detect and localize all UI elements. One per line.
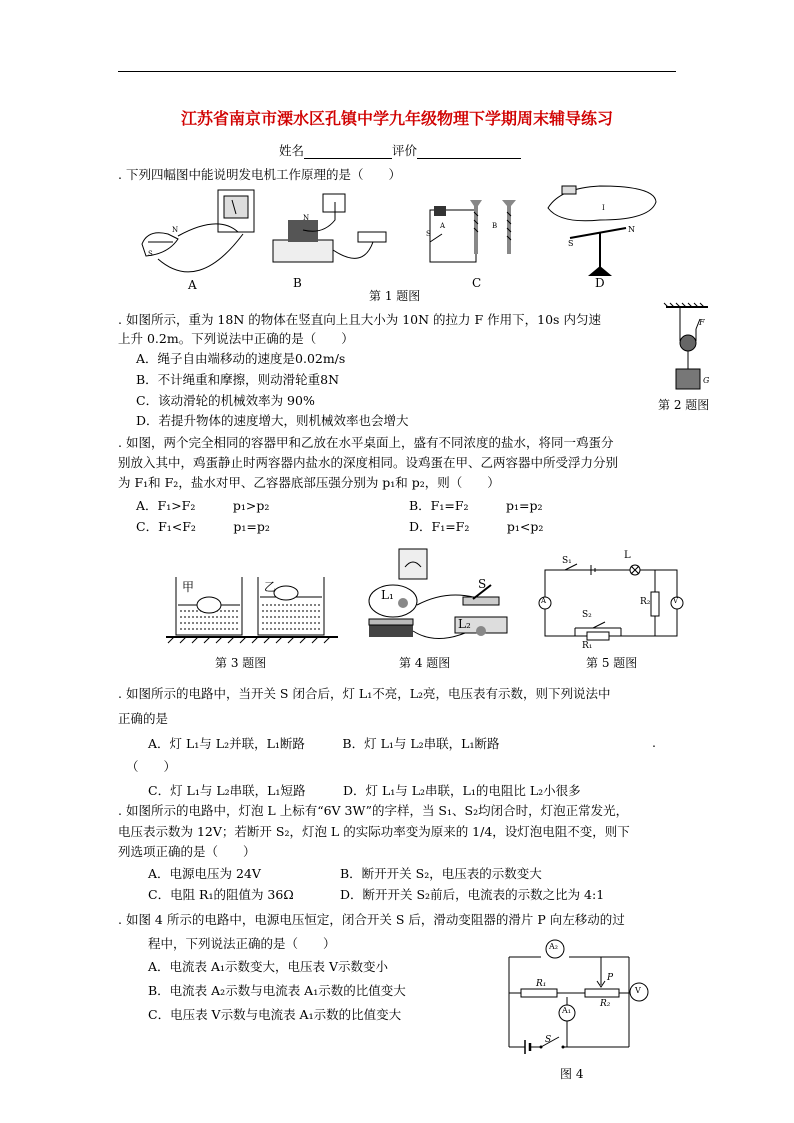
q5-stem-line1: . 如图所示的电路中，灯泡 L 上标有“6V 3W”的字样，当 S₁、S₂均闭合时，灯泡正常发光， <box>118 803 629 818</box>
fig5-label-s2: S₂ <box>582 610 592 620</box>
fig5-label-r2: R₂ <box>640 597 651 607</box>
fig4-label-s: S <box>478 577 487 591</box>
svg-text:A: A <box>440 222 446 230</box>
q1-label-c: C <box>472 276 482 290</box>
q2-option-a: A．绳子自由端移动的速度是0.02m/s <box>136 351 346 366</box>
q6-label-a2: A₂ <box>549 942 558 951</box>
q3-option-b: B．F₁=F₂ p₁=p₂ <box>409 498 543 513</box>
page-title: 江苏省南京市溧水区孔镇中学九年级物理下学期周末辅导练习 <box>180 109 613 128</box>
q1-stem: . 下列四幅图中能说明发电机工作原理的是（ ） <box>118 167 401 182</box>
q2-option-d: D．若提升物体的速度增大，则机械效率也会增大 <box>136 413 409 428</box>
q3-stem-line3: 为 F₁和 F₂，盐水对甲、乙容器底部压强分别为 p₁和 p₂，则（ ） <box>118 475 500 490</box>
q3-option-c: C．F₁<F₂ p₁=p₂ <box>136 519 270 534</box>
q1-label-b: B <box>293 276 302 290</box>
q3-stem-line2: 别放入其中，鸡蛋静止时两容器内盐水的深度相同。设鸡蛋在甲、乙两容器中所受浮力分别 <box>118 455 619 470</box>
eval-blank[interactable] <box>417 144 521 159</box>
fig5-ammeter-label: A <box>541 597 547 605</box>
q6-label-r1: R₁ <box>536 979 547 989</box>
fig4-label-l1: L₁ <box>381 588 394 602</box>
svg-text:S: S <box>568 239 574 248</box>
fig5-label-l: L <box>624 550 631 561</box>
svg-text:S: S <box>148 250 153 258</box>
q2-stem-line1: . 如图所示，重为 18N 的物体在竖直向上且大小为 10N 的拉力 F 作用下，10s 内匀速 <box>118 312 601 327</box>
q1-figure-b <box>263 190 393 280</box>
q6-label-r2: R₂ <box>600 999 611 1009</box>
fig5-voltmeter-label: V <box>673 597 679 605</box>
q3-option-a: A．F₁>F₂ p₁>p₂ <box>136 498 270 513</box>
q6-caption: 图 4 <box>560 1067 584 1081</box>
q5-circuit-figure <box>535 560 685 642</box>
q5-option-a: A．电源电压为 24V <box>148 866 261 881</box>
q2-force-label: F <box>699 318 705 327</box>
q5-option-b: B．断开开关 S₂，电压表的示数变大 <box>340 866 542 881</box>
fig5-label-r1: R₁ <box>582 641 593 651</box>
q6-option-c: C．电压表 V示数与电流表 A₁示数的比值变大 <box>148 1007 402 1022</box>
q5-stem-line2: 电压表示数为 12V；若断开 S₂，灯泡 L 的实际功率变为原来的 1/4，设灯泡电阻不变，则下 <box>118 824 630 839</box>
q2-option-c: C．该动滑轮的机械效率为 90% <box>136 393 315 408</box>
q1-figure-a <box>138 184 258 284</box>
q2-stem-line2: 上升 0.2m。下列说法中正确的是（ ） <box>118 331 354 346</box>
name-blank[interactable] <box>304 144 392 159</box>
q2-option-b: B．不计绳重和摩擦，则动滑轮重8N <box>136 372 340 387</box>
fig4-caption: 第 4 题图 <box>399 656 451 670</box>
q2-weight-label: G <box>703 376 710 385</box>
q4-options-cd: C．灯 L₁与 L₂串联，L₁短路 D．灯 L₁与 L₂串联，L₁的电阻比 L₂小很多 <box>148 783 581 798</box>
q6-label-s: S <box>545 1035 552 1045</box>
q6-option-b: B．电流表 A₂示数与电流表 A₁示数的比值变大 <box>148 983 406 998</box>
svg-text:S: S <box>426 230 431 238</box>
q4-stem-line1: . 如图所示的电路中，当开关 S 闭合后，灯 L₁不亮，L₂亮，电压表有示数，则下列说法中 <box>118 686 611 701</box>
q3-label-yi: 乙 <box>264 580 277 594</box>
q5-option-d: D．断开开关 S₂前后，电流表的示数之比为 4:1 <box>340 887 605 902</box>
header-rule <box>118 71 676 72</box>
svg-text:I: I <box>602 204 605 212</box>
q6-label-v: V <box>635 986 641 995</box>
q5-stem-line3: 列选项正确的是（ ） <box>118 844 256 859</box>
q6-stem-line1: . 如图 4 所示的电路中，电源电压恒定，闭合开关 S 后，滑动变阻器的滑片 P 向左移动的过 <box>118 912 625 927</box>
fig5-caption: 第 5 题图 <box>586 656 638 670</box>
name-field <box>279 141 521 159</box>
name-label: 姓名 <box>279 143 305 158</box>
q1-label-a: A <box>188 278 197 292</box>
q1-caption: 第 1 题图 <box>369 289 421 303</box>
q4-circuit-figure <box>355 545 515 650</box>
q5-option-c: C．电阻 R₁的阻值为 36Ω <box>148 887 294 902</box>
q4-answer-paren: （ ） <box>126 759 177 774</box>
q1-figure-c <box>420 192 530 272</box>
svg-text:N: N <box>303 214 310 222</box>
fig5-label-s1: S₁ <box>562 556 572 566</box>
fig4-label-l2: L₂ <box>458 617 471 631</box>
svg-text:N: N <box>172 226 179 234</box>
q3-option-d: D．F₁=F₂ p₁<p₂ <box>409 519 544 534</box>
q6-stem-line2: 程中，下列说法正确的是（ ） <box>148 936 336 951</box>
fig3-caption: 第 3 题图 <box>215 656 267 670</box>
q2-caption: 第 2 题图 <box>658 398 710 412</box>
q3-label-jia: 甲 <box>182 580 195 594</box>
q6-option-a: A．电流表 A₁示数变大，电压表 V示数变小 <box>148 959 389 974</box>
q1-label-d: D <box>595 276 605 290</box>
q3-stem-line1: . 如图，两个完全相同的容器甲和乙放在水平桌面上，盛有不同浓度的盐水，将同一鸡蛋分 <box>118 435 614 450</box>
eval-label: 评价 <box>392 143 418 158</box>
q6-label-p: P <box>607 973 614 983</box>
q6-circuit-figure <box>505 937 655 1059</box>
q1-figure-d <box>540 180 665 280</box>
q4-stray-dot: . <box>652 735 656 750</box>
svg-text:B: B <box>492 222 498 230</box>
q4-options-ab: A．灯 L₁与 L₂并联，L₁断路 B．灯 L₁与 L₂串联，L₁断路 <box>148 736 500 751</box>
svg-text:N: N <box>628 225 635 234</box>
q4-stem-line2: 正确的是 <box>118 711 169 726</box>
q6-label-a1: A₁ <box>562 1006 571 1015</box>
